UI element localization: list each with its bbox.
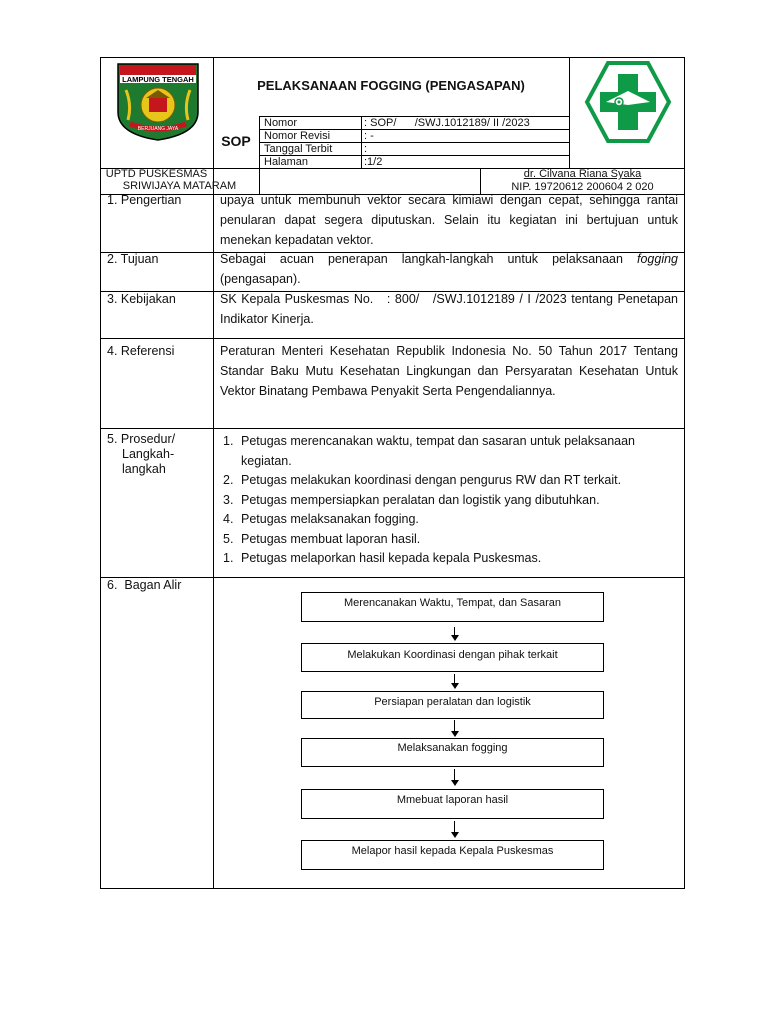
flow-arrow [454,821,456,839]
list-item [223,471,681,491]
section-label-pengertian: 1. Pengertian [107,193,182,207]
list-item [223,432,681,471]
step-number: 3. [223,492,234,507]
step-number: 4. [223,512,234,526]
tujuan-text-italic: fogging [636,252,678,266]
step-text: Petugas melakukan koordinasi dengan pengurus RW dan RT terkait. [241,473,622,487]
meta-revisi-value: : - [364,130,374,142]
section-text-referensi: Peraturan Menteri Kesehatan Republik Indonesia No. 50 Tahun 2017 Tentang Standar Baku Mutu Kesehatan Lingkungan dan Persyaratan Kesehatan Untuk Vektor Binatang Pembawa Penyakit Serta Pengendaliannya. [220,344,678,398]
logo-motto-text: BERJUANG JAYA [137,126,179,132]
flow-box-5: Mmebuat laporan hasil [301,789,604,819]
section-label-tujuan: 2. Tujuan [107,252,159,266]
section-text-pengertian: upaya untuk membunuh vektor secara kimiawi dengan cepat, sehingga rantai penularan dapat segera diputuskan. Selain itu kegiatan ini bertujuan untuk menekan kepadatan vektor. [220,193,678,247]
divider [569,57,570,168]
divider [100,577,685,578]
puskesmas-logo [584,60,672,144]
section-text-kebijakan: SK Kepala Puskesmas No. : 800/ /SWJ.1012189 / I /2023 tentang Penetapan Indikator Kinerja. [220,292,682,326]
logo-regency-text: LAMPUNG TENGAH [122,75,194,84]
prosedur-label-line2: Langkah- [122,447,175,461]
tujuan-text-after: (pengasapan). [220,272,301,286]
org-name-line2: SRIWIJAYA MATARAM [122,180,237,192]
section-label-referensi: 4. Referensi [107,344,175,358]
list-item [223,549,681,569]
step-text: Petugas membuat laporan hasil. [241,531,421,546]
meta-nomor-label: Nomor [264,117,298,129]
meta-revisi-label: Nomor Revisi [264,130,331,142]
flow-arrow [454,769,456,787]
step-text: Petugas melaporkan hasil kepada kepala Puskesmas. [241,551,542,565]
prosedur-steps-list [223,432,681,569]
step-number: 1. [223,434,234,448]
list-item [223,491,681,511]
prosedur-label-line1: 5. Prosedur/ [107,432,176,446]
flow-arrow [454,674,456,690]
section-label-kebijakan: 3. Kebijakan [107,292,176,306]
step-number: 2. [223,473,234,487]
meta-terbit-label: Tanggal Terbit [264,143,333,155]
flow-arrow [454,720,456,738]
signer-name: dr. Cilvana Riana Syaka [523,168,642,180]
meta-terbit-value: : [364,143,368,155]
list-item [223,510,681,530]
list-item [223,530,681,550]
divider [100,338,685,339]
sop-label: SOP [221,133,251,149]
section-label-prosedur [107,432,175,477]
step-number: 1. [223,551,234,565]
divider [361,116,362,168]
org-name-line1: UPTD PUSKESMAS [105,168,208,180]
step-text: Petugas mempersiapkan peralatan dan logistik yang dibutuhkan. [241,492,600,507]
meta-halaman-label: Halaman [264,156,309,168]
section-text-tujuan [220,249,678,289]
step-number: 5. [223,531,234,546]
flow-box-2: Melakukan Koordinasi dengan pihak terkait [301,643,604,672]
flow-box-4: Melaksanakan fogging [301,738,604,767]
divider [100,428,685,429]
flow-box-6: Melapor hasil kepada Kepala Puskesmas [301,840,604,870]
step-text: Petugas melaksanakan fogging. [241,512,419,526]
flow-arrow [454,627,456,641]
document-title: PELAKSANAAN FOGGING (PENGASAPAN) [257,78,525,93]
flow-box-1: Merencanakan Waktu, Tempat, dan Sasaran [301,592,604,622]
flow-box-3: Persiapan peralatan dan logistik [301,691,604,719]
section-label-bagan-alir: 6. Bagan Alir [107,578,182,592]
prosedur-label-line3: langkah [122,462,166,476]
meta-nomor-value: : SOP/ /SWJ.1012189/ II /2023 [364,117,530,129]
meta-halaman-value: :1/2 [364,156,383,168]
tujuan-text-before: Sebagai acuan penerapan langkah-langkah untuk pelaksanaan [220,252,637,266]
step-text: Petugas merencanakan waktu, tempat dan sasaran untuk pelaksanaan kegiatan. [241,434,636,468]
signer-nip: NIP. 19720612 200604 2 020 [511,181,654,193]
regency-logo [112,60,204,142]
